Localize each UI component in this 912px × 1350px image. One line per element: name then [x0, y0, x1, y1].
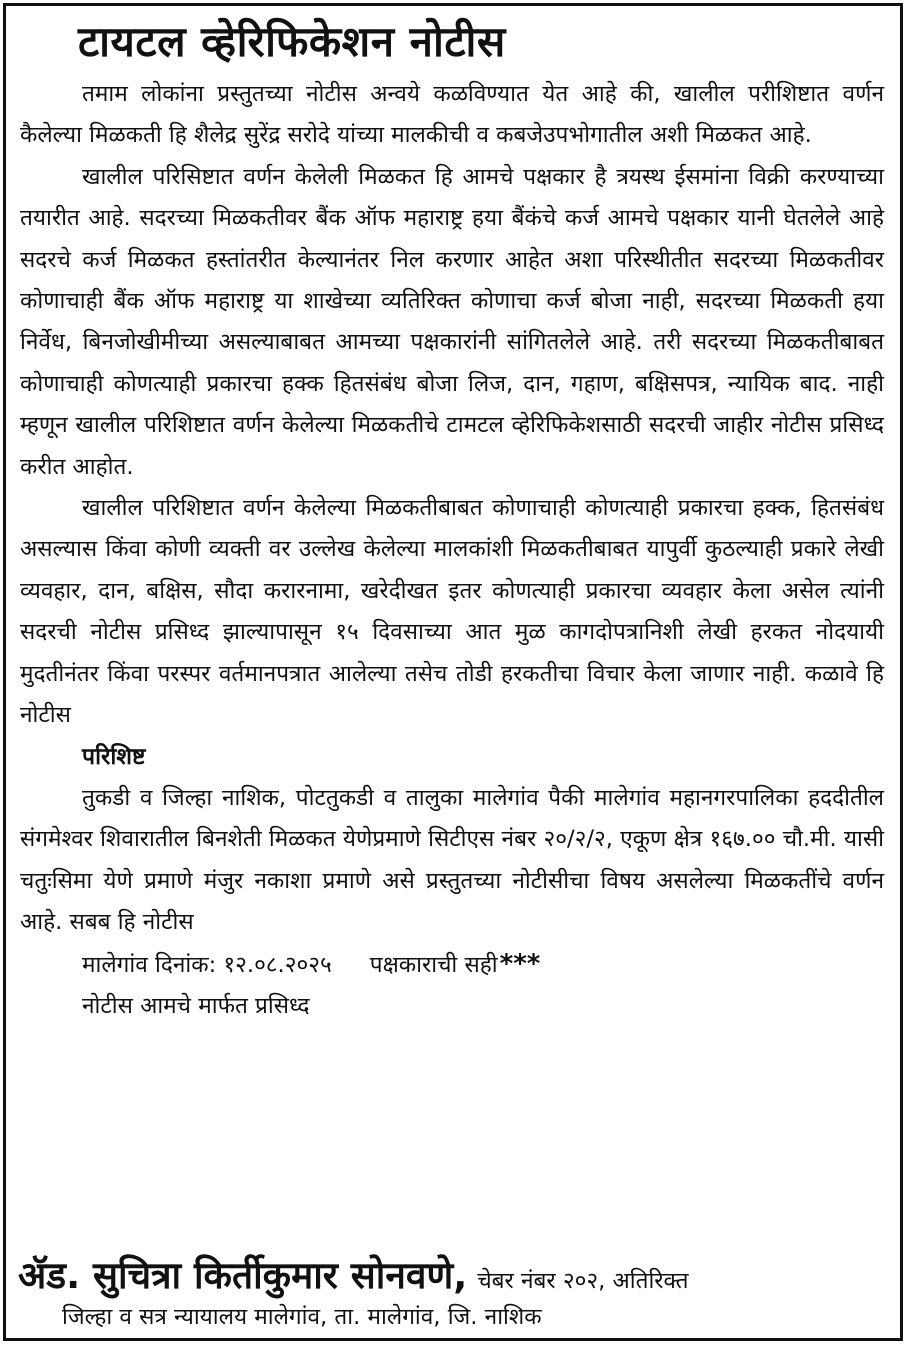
- chamber-number: चेबर नंबर २०२, अतिरिक्त: [477, 1268, 689, 1294]
- paragraph-intro: तमाम लोकांना प्रस्तुतच्या नोटीस अन्वये कळविण्यात येत आहे की, खालील परीशिष्टात वर्णन कैलेल्या मिळकती हि शैलेद्र सुरेंद्र सरोदे यांच्या मालकीची व कबजेउपभोगातील अशी मिळकत आहे.: [20, 81, 884, 149]
- advocate-name: ॲड. सुचित्रा किर्तीकुमार सोनवणे,: [18, 1254, 468, 1297]
- place-date: मालेगांव दिनांक: १२.०८.२०२५: [82, 951, 332, 978]
- notice-body: [20, 74, 884, 1027]
- schedule-heading: परिशिष्ट: [82, 743, 146, 770]
- court-address: जिल्हा व सत्र न्यायालय मालेगांव, ता. मालेगांव, जि. नाशिक: [62, 1304, 542, 1330]
- paragraph-sale-details: खालील परिसिष्टात वर्णन केलेली मिळकत हि आमचे पक्षकार है त्रयस्थ ईसमांना विक्री करण्याच्या तयारीत आहे. सदरच्या मिळकतीवर बैंक ऑफ महाराष्ट्र हया बैंकंचे कर्ज आमचे पक्षकार यानी घेतलेले आहे सदरचे कर्ज मिळकत हस्तांतरीत केल्यानंतर निल करणार आहेत अशा परिस्थीतीत सदरच्या मिळकतीवर कोणाचाही बैंक ऑफ महाराष्ट्र या शाखेच्या व्यतिरिक्त कोणाचा कर्ज बोजा नाही, सदरच्या मिळकती हया निर्वेध, बिनजोखीमीच्या असल्याबाबत आमच्या पक्षकारांनी सांगितलेले आहे. तरी सदरच्या मिळकतीबाबत कोणाचाही कोणत्याही प्रकारचा हक्क हितसंबंध बोजा लिज, दान, गहाण, बक्षिसपत्र, न्यायिक बाद. नाही म्हणून खालील परिशिष्टात वर्णन केलेल्या मिळकतीचे टामटल व्हेरिफिकेशसाठी सदरची जाहीर नोटीस प्रसिध्द करीत आहोत.: [20, 163, 884, 480]
- signature-mark: ***: [499, 948, 541, 979]
- advocate-signature-block: [18, 1248, 884, 1299]
- notice-title: टायटल व्हेरिफिकेशन नोटीस: [78, 17, 506, 66]
- client-signature-label: पक्षकाराची सही: [369, 951, 498, 978]
- published-through: नोटीस आमचे मार्फत प्रसिध्द: [82, 992, 310, 1019]
- date-signature-line: [82, 944, 884, 986]
- paragraph-objection-clause: खालील परिशिष्टात वर्णन केलेल्या मिळकतीबाबत कोणाचाही कोणत्याही प्रकारचा हक्क, हितसंबंध असल्यास किंवा कोणी व्यक्ती वर उल्लेख केलेल्या मालकांशी मिळकतीबाबत यापुर्वी कुठल्याही प्रकारे लेखी व्यवहार, दान, बक्षिस, सौदा करारनामा, खरेदीखत इतर कोणत्याही प्रकारचा व्यवहार केला असेल त्यांनी सदरची नोटीस प्रसिध्द झाल्यापासून १५ दिवसाच्या आत मुळ कागदोपत्रानिशी लेखी हरकत नोदयायी मुदतीनंतर किंवा परस्पर वर्तमानपत्रात आलेल्या तसेच तोडी हरकतीचा विचार केला जाणार नाही. कळावे हि नोटीस: [20, 495, 884, 729]
- schedule-description: तुकडी व जिल्हा नाशिक, पोटतुकडी व तालुका मालेगांव पैकी मालेगांव महानगरपालिका हददीतील संगमेश्वर शिवारातील बिनशेती मिळकत येणेप्रमाणे सिटीएस नंबर २०/२/२, एकूण क्षेत्र १६७.०० चौ.मी. यासी चतुःसिमा येणे प्रमाणे मंजुर नकाशा प्रमाणे असे प्रस्तुतच्या नोटीसीचा विषय असलेल्या मिळकतींचे वर्णन आहे. सबब हि नोटीस: [20, 784, 884, 936]
